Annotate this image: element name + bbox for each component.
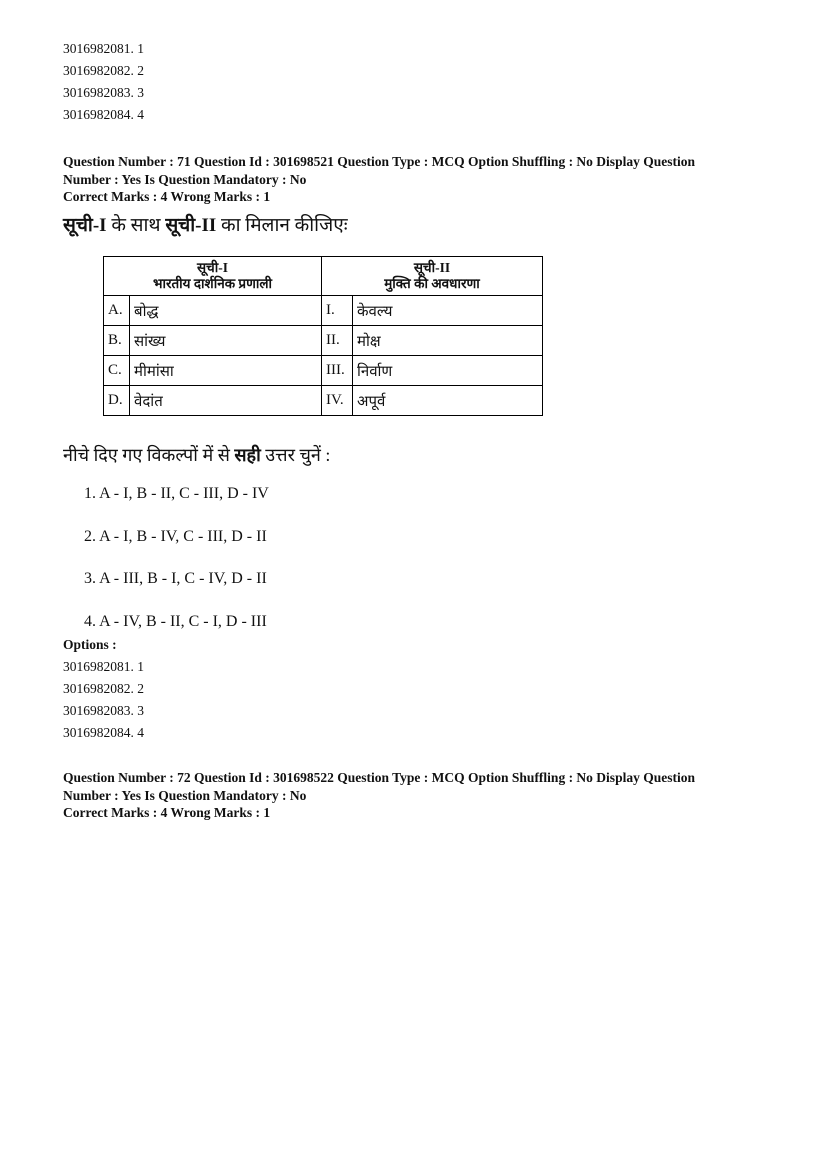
row-label: C.	[104, 356, 130, 386]
table-header-row	[104, 257, 543, 296]
row-label: A.	[104, 296, 130, 326]
choose-text-c: उत्तर चुनें :	[260, 445, 331, 465]
option-line: 3016982084. 4	[63, 107, 144, 122]
options-label: Options :	[63, 637, 117, 652]
row-roman: IV.	[322, 386, 353, 416]
option-line: 3016982083. 3	[63, 703, 144, 718]
q72-meta-line2: Number : Yes Is Question Mandatory : No	[63, 787, 307, 803]
row-left-text: सांख्य	[130, 326, 322, 356]
row-roman: II.	[322, 326, 353, 356]
q71-heading	[63, 211, 348, 237]
q71-meta-line2: Number : Yes Is Question Mandatory : No	[63, 171, 307, 187]
q72-meta-line3: Correct Marks : 4 Wrong Marks : 1	[63, 805, 271, 820]
option-line: 3016982081. 1	[63, 659, 144, 674]
option-line: 3016982084. 4	[63, 725, 144, 740]
q71-meta-line3: Correct Marks : 4 Wrong Marks : 1	[63, 189, 271, 204]
answer-choice-3: 3. A - III, B - I, C - IV, D - II	[84, 570, 267, 587]
row-label: D.	[104, 386, 130, 416]
table-row	[104, 386, 543, 416]
q71-meta-line1: Question Number : 71 Question Id : 301698521 Question Type : MCQ Option Shuffling : No Display Question	[63, 154, 695, 169]
choose-text-bold: सही	[234, 445, 261, 465]
heading-list2: सूची-II	[165, 215, 217, 236]
row-right-text: केवल्य	[353, 296, 543, 326]
row-roman: I.	[322, 296, 353, 326]
table-row	[104, 356, 543, 386]
row-left-text: बोद्ध	[130, 296, 322, 326]
prev-options-list	[63, 38, 144, 126]
option-line: 3016982081. 1	[63, 41, 144, 56]
col1-header	[104, 257, 322, 296]
row-left-text: वेदांत	[130, 386, 322, 416]
q71-options	[63, 634, 144, 744]
row-right-text: मोक्ष	[353, 326, 543, 356]
col1-title: सूची-I	[197, 260, 228, 275]
answer-choice-2: 2. A - I, B - IV, C - III, D - II	[84, 528, 267, 545]
row-right-text: निर्वाण	[353, 356, 543, 386]
col1-subtitle: भारतीय दार्शनिक प्रणाली	[152, 276, 273, 291]
match-table	[103, 256, 543, 416]
choose-instruction	[63, 443, 330, 467]
q72-meta	[63, 769, 763, 822]
table-row	[104, 296, 543, 326]
heading-joiner: के साथ	[106, 215, 166, 236]
q71-meta	[63, 153, 763, 206]
table-row	[104, 326, 543, 356]
col2-subtitle: मुक्ति की अवधारणा	[384, 276, 480, 291]
row-label: B.	[104, 326, 130, 356]
row-left-text: मीमांसा	[130, 356, 322, 386]
row-roman: III.	[322, 356, 353, 386]
option-line: 3016982082. 2	[63, 63, 144, 78]
choose-text-a: नीचे दिए गए विकल्पों में से	[63, 445, 235, 465]
heading-tail: का मिलान कीजिएः	[216, 215, 348, 236]
option-line: 3016982082. 2	[63, 681, 144, 696]
answer-choice-4: 4. A - IV, B - II, C - I, D - III	[84, 613, 267, 629]
q72-meta-line1: Question Number : 72 Question Id : 301698522 Question Type : MCQ Option Shuffling : No Display Question	[63, 770, 695, 785]
col2-title: सूची-II	[413, 260, 451, 275]
answer-choice-1: 1. A - I, B - II, C - III, D - IV	[84, 485, 269, 502]
row-right-text: अपूर्व	[353, 386, 543, 416]
col2-header	[322, 257, 543, 296]
option-line: 3016982083. 3	[63, 85, 144, 100]
heading-list1: सूची-I	[63, 215, 107, 236]
